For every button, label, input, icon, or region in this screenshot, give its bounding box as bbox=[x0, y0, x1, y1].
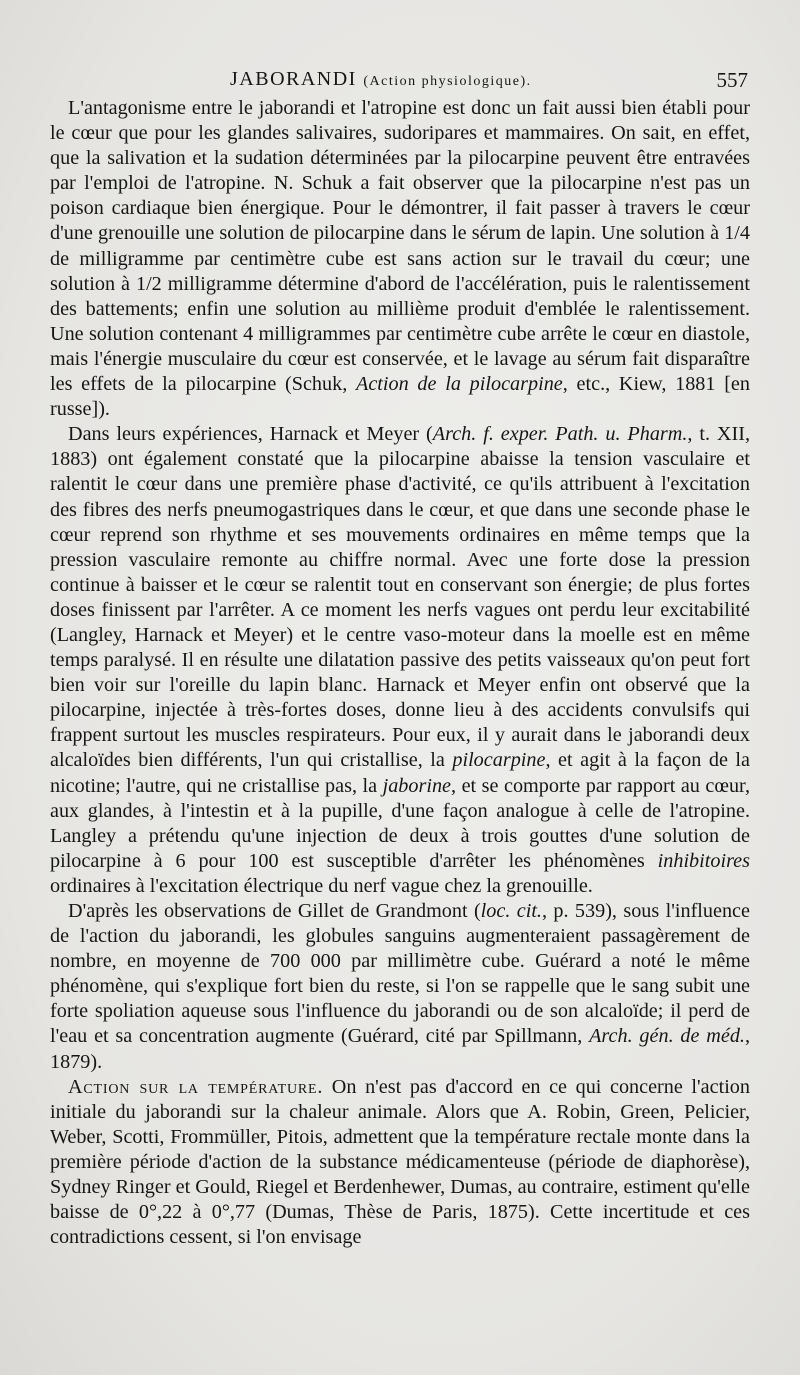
text-run: , etc., Kiew, 1881 [en russe]). bbox=[50, 373, 750, 421]
text-run: , 1879). bbox=[50, 1025, 751, 1073]
running-title-main: JABORANDI bbox=[230, 68, 357, 90]
text-run: On n'est pas d'accord en ce qui concerne l'action initiale du jaborandi sur la chaleur animale. Alors que A. Robin, Green, Pelicier, Weber, Scotti, Frommüller, Pitois, admettent que la température rectale monte dans la première période d'action de la substance médicamenteuse (période de diaphorèse), Sydney Ringer et Gould, Riegel et Berdenhewer, Dumas, au contraire, estiment qu'elle baisse de 0°,22 à 0°,77 (Dumas, Thèse de Paris, 1875). Cette incertitude et ces contradictions cessent, si l'on envisage bbox=[50, 1075, 750, 1249]
italic-text: loc. cit. bbox=[480, 900, 542, 922]
text-run: , t. XII, 1883) ont également constaté que la pilocarpine abaisse la tension vasculaire et ralentit le cœur dans une première phase d'activité, ce qu'ils attribuent à l'excitation des fibres des nerfs pneumogastriques dans le cœur, et que dans une seconde phase le cœur reprend son rhythme et ses mouvements ordinaires en même temps que la pression vasculaire remonte au chiffre normal. Avec une forte dose la pression continue à baisser et le cœur se ralentit tout en conservant son énergie; de plus fortes doses finissent par l'arrêter. A ce moment les nerfs vagues ont perdu leur excitabilité (Langley, Harnack et Meyer) et le centre vaso-moteur dans la moelle est en même temps paralysé. Il en résulte une dilatation passive des petits vaisseaux qu'on peut fort bien voir sur l'oreille du lapin blanc. Harnack et Meyer enfin ont observé que la pilocarpine, injectée à très-fortes doses, donne lieu à des accidents convulsifs qui frappent surtout les muscles respirateurs. Pour eux, il y aurait dans le jaborandi deux alcaloïdes bien différents, l'un qui cristallise, la bbox=[50, 423, 750, 772]
text-run: , et agit à la façon de la nicotine; l'autre, qui ne cristallise pas, la bbox=[50, 749, 750, 797]
running-title-subtitle: (Action physiologique). bbox=[363, 74, 532, 89]
text-run: ordinaires à l'excitation électrique du nerf vague chez la grenouille. bbox=[50, 874, 593, 897]
section-heading: Action sur la température. bbox=[68, 1075, 324, 1098]
text-run: , p. 539), sous l'influence de l'action du jaborandi, les globules sanguins augmenteraient passagèrement de nombre, en moyenne de 700 000 par millimètre cube. Guérard a noté le même phénomène, qui s'explique fort bien du reste, si l'on se rappelle que le sang subit une forte spoliation aqueuse sous l'influence du jaborandi ou de son alcaloïde; il perd de l'eau et sa concentration augmente (Guérard, cité par Spillmann, bbox=[50, 900, 750, 1048]
paragraph bbox=[50, 96, 750, 422]
running-header bbox=[52, 68, 754, 98]
text-run: Dans leurs expériences, Harnack et Meyer ( bbox=[68, 423, 433, 446]
paragraph bbox=[50, 1075, 750, 1251]
italic-text: jaborine bbox=[382, 774, 452, 797]
text-run: , et se comporte par rapport au cœur, aux glandes, à l'intestin et à la pupille, d'une façon analogue à celle de l'atropine. Langley a prétendu qu'une injection de deux à trois gouttes d'une solution de pilocarpine à 6 pour 100 est susceptible d'arrêter les phénomènes bbox=[50, 774, 751, 872]
italic-text: Arch. f. exper. Path. u. Pharm. bbox=[432, 423, 688, 446]
text-run: D'après les observations de Gillet de Grandmont ( bbox=[68, 900, 481, 922]
italic-text: Action de la pilocarpine bbox=[356, 373, 563, 396]
paragraph bbox=[50, 422, 750, 899]
page-number: 557 bbox=[716, 68, 748, 92]
running-title bbox=[230, 68, 532, 91]
body-text bbox=[50, 96, 750, 1250]
paragraph bbox=[50, 899, 750, 1075]
italic-text: inhibitoires bbox=[657, 849, 750, 872]
italic-text: Arch. gén. de méd. bbox=[589, 1025, 745, 1048]
text-run: L'antagonisme entre le jaborandi et l'atropine est donc un fait aussi bien établi pour le cœur que pour les glandes salivaires, sudoripares et mammaires. On sait, en effet, que la salivation et la sudation déterminées par la pilocarpine peuvent être entravées par l'emploi de l'atropine. N. Schuk a fait observer que la pilocarpine n'est pas un poison cardiaque bien énergique. Pour le démontrer, il fait passer à travers le cœur d'une grenouille une solution de pilocarpine dans le sérum de lapin. Une solution à 1/4 de milligramme par centimètre cube est sans action sur le travail du cœur; une solution à 1/2 milligramme détermine d'abord de l'accélération, puis le ralentissement des battements; enfin une solution au millième produit d'emblée le ralentissement. Une solution contenant 4 milligrammes par centimètre cube arrête le cœur en diastole, mais l'énergie musculaire du cœur est conservée, et le lavage au sérum fait disparaître les effets de la pilocarpine (Schuk, bbox=[50, 97, 750, 396]
italic-text: pilocarpine bbox=[452, 749, 546, 772]
